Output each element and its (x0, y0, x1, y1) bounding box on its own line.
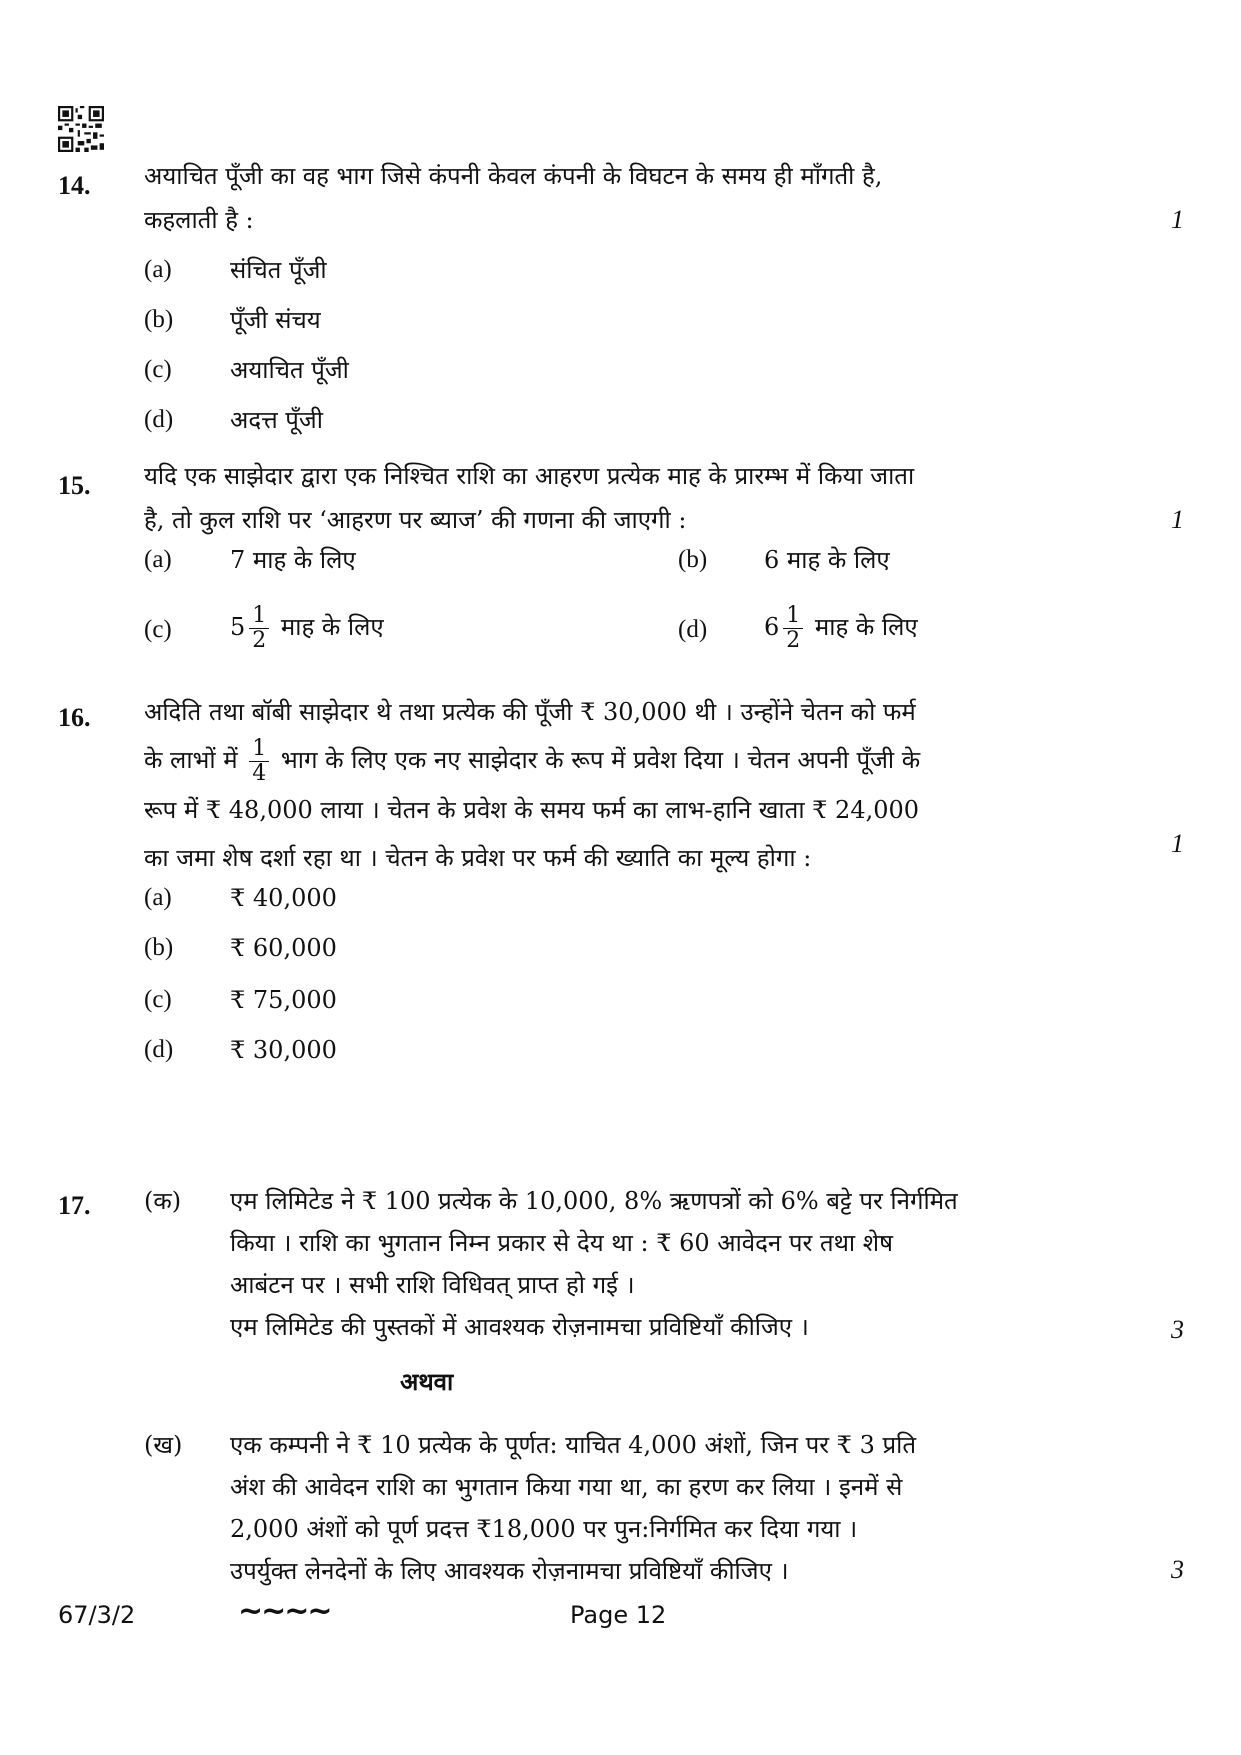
question-line: रूप में ₹ 48,000 लाया । चेतन के प्रवेश के समय फर्म का लाभ-हानि खाता ₹ 24,000 (144, 796, 920, 824)
question-line: है, तो कुल राशि पर ‘आहरण पर ब्याज’ की गणना की जाएगी : (144, 506, 687, 534)
sub-question-text: एम लिमिटेड ने ₹ 100 प्रत्येक के 10,000, 8% ऋणपत्रों को 6% बट्टे पर निर्गमित किया । राशि का भुगतान निम्न प्रकार से देय था : ₹ 60 आवेदन पर तथा शेष आबंटन पर । सभी राशि विधिवत् प्राप्त हो गई । एम लिमिटेड की पुस्तकों में आवश्यक रोज़नामचा प्रविष्टियाँ कीजिए । (230, 1187, 958, 1341)
question-line: कहलाती है : (144, 206, 254, 234)
question-text (144, 154, 1144, 242)
marks: 3 (1171, 1555, 1184, 1584)
tilde-decoration: ~~~~ (238, 1594, 331, 1629)
paper-code: 67/3/2 (58, 1601, 136, 1629)
marks: 1 (1171, 505, 1184, 534)
fraction: $\frac{1}{2}$ (783, 604, 803, 653)
question-number: 15. (58, 471, 91, 500)
fraction-whole: 6 (764, 613, 780, 641)
sub-question-label: (क) (144, 1187, 182, 1215)
question-line: के लाभों में $\frac{1}{4}$ भाग के लिए एक नए साझेदार के रूप में प्रवेश दिया । चेतन अपनी पूँजी के (144, 736, 921, 786)
marks: 3 (1171, 1315, 1184, 1344)
question-number: 14. (58, 171, 91, 200)
fraction-whole: 5 (230, 613, 246, 641)
question-number: 16. (58, 703, 91, 732)
page-number: Page 12 (570, 1601, 667, 1629)
sub-question-label: (ख) (144, 1431, 183, 1459)
fraction: $\frac{1}{2}$ (249, 604, 269, 653)
question-line: का जमा शेष दर्शा रहा था । चेतन के प्रवेश पर फर्म की ख्याति का मूल्य होगा : (144, 844, 812, 872)
question-number: 17. (58, 1191, 91, 1220)
fraction: $\frac{1}{4}$ (249, 737, 269, 786)
exam-page: 14. अयाचित पूँजी का वह भाग जिसे कंपनी केवल कंपनी के विघटन के समय ही माँगती है, कहलाती है : 1 (a) संचित पूँजी (b) पूँजी संचय (c) अयाचित पूँजी (d) अदत्त पूँजी 15. यदि एक साझेदार द्वारा एक निश्चित राशि का आहरण प्रत्येक माह के प्रारम्भ में किया जाता है, तो कुल राशि पर ‘आहरण पर ब्याज’ की गणना की जाएगी : 1 (a) 7 माह के लिए (b) 6 माह के लिए (c) 5 $\frac{1}{2}$ माह के लिए (d) 6 $\frac{1}{2}$ माह के लिए 16. अदिति तथा बॉबी साझेदार थे तथा प्रत्येक की पूँजी ₹ 30,000 थी । उन्होंने चेतन को फर्म के लाभों में $\frac{1}{4}$ भाग के लिए एक नए साझेदार के रूप में प्रवेश दिया । चेतन अपनी पूँजी के रूप में ₹ 48,000 लाया । चेतन के प्रवेश के समय फर्म का लाभ-हानि खाता ₹ 24,000 का जमा शेष दर्शा रहा था । चेतन के प्रवेश पर फर्म की ख्याति का मूल्य होगा : 1 (a) ₹ 40,000 (b) ₹ 60,000 (c) ₹ 75,000 (d) ₹ 30,000 17. (क) एम लिमिटेड ने ₹ 100 प्रत्येक के 10,000, 8% ऋणपत्रों को 6% बट्टे पर निर्गमित किया । राशि का भुगतान निम्न प्रकार से देय था : ₹ 60 आवेदन पर तथा शेष आबंटन पर । सभी राशि विधिवत् प्राप्त हो गई । एम लिमिटेड की पुस्तकों में आवश्यक रोज़नामचा प्रविष्टियाँ कीजिए । 3 अथवा (ख) एक कम्पनी ने ₹ 10 प्रत्येक के पूर्णत: याचित 4,000 अंशों, जिन पर ₹ 3 प्रति अंश की आवेदन राशि का भुगतान किया गया था, का हरण कर लिया । इनमें से 2,000 अंशों को पूर्ण प्रदत्त ₹18,000 पर पुन:निर्गमित कर दिया गया । उपर्युक्त लेनदेनों के लिए आवश्यक रोज़नामचा प्रविष्टियाँ कीजिए । 3 67/3/2 ~~~~ Page 12 (0, 0, 1241, 1755)
marks: 1 (1171, 829, 1184, 858)
question-text (144, 688, 1144, 882)
question-line: अयाचित पूँजी का वह भाग जिसे कंपनी केवल कंपनी के विघटन के समय ही माँगती है, (144, 162, 883, 190)
qr-code-icon (58, 106, 104, 152)
marks: 1 (1171, 205, 1184, 234)
question-line: अदिति तथा बॉबी साझेदार थे तथा प्रत्येक की पूँजी ₹ 30,000 थी । उन्होंने चेतन को फर्म (144, 698, 916, 726)
sub-question-text: एक कम्पनी ने ₹ 10 प्रत्येक के पूर्णत: याचित 4,000 अंशों, जिन पर ₹ 3 प्रति अंश की आवेदन राशि का भुगतान किया गया था, का हरण कर लिया । इनमें से 2,000 अंशों को पूर्ण प्रदत्त ₹18,000 पर पुन:निर्गमित कर दिया गया । उपर्युक्त लेनदेनों के लिए आवश्यक रोज़नामचा प्रविष्टियाँ कीजिए । (230, 1431, 917, 1585)
question-text (144, 454, 1144, 542)
question-line: यदि एक साझेदार द्वारा एक निश्चित राशि का आहरण प्रत्येक माह के प्रारम्भ में किया जाता (144, 462, 915, 490)
or-separator: अथवा (400, 1367, 454, 1396)
